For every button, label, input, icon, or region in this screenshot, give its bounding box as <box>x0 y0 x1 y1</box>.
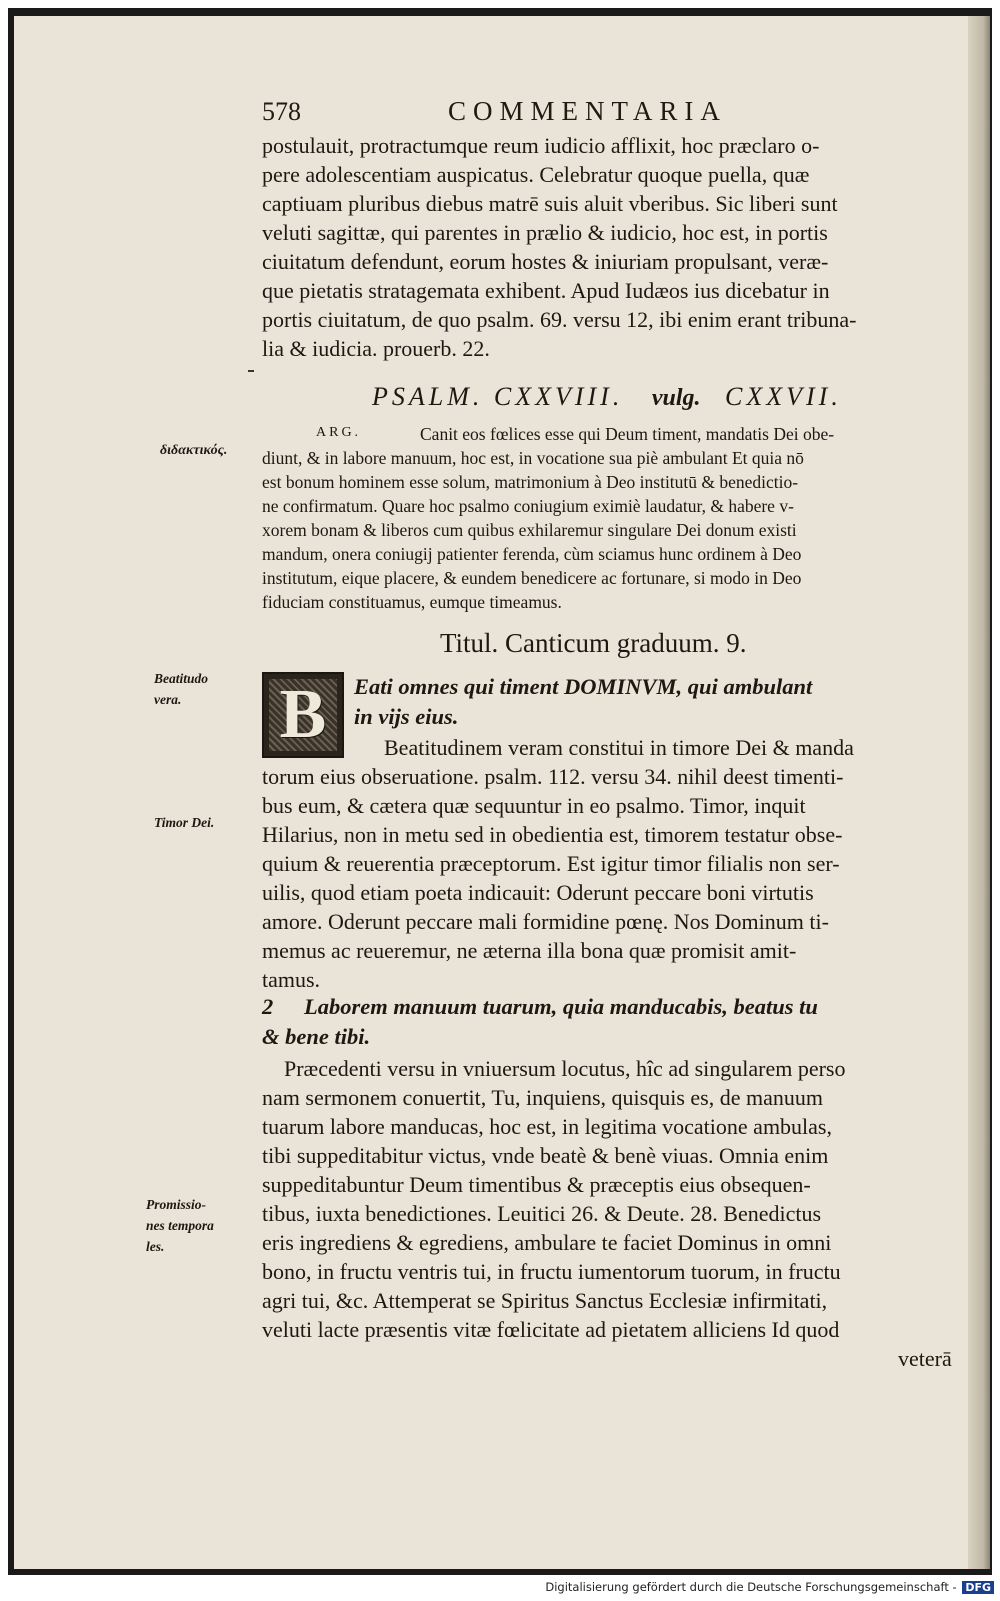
text-line: torum eius obseruatione. psalm. 112. versu 34. nihil deest timenti- <box>262 764 844 789</box>
running-title: COMMENTARIA <box>448 96 727 126</box>
margin-note-line: Promissio- <box>146 1197 207 1212</box>
text-line: eris ingrediens & egrediens, ambulare te faciet Dominus in omni <box>262 1230 832 1255</box>
margin-note-didaktikos: διδακτικός. <box>160 443 228 458</box>
verse-line: & bene tibi. <box>262 1024 371 1049</box>
argument-line: mandum, onera coniugij patienter ferenda, cùm sciamus hunc ordinem à Deo <box>262 544 802 564</box>
text-line: Præcedenti versu in vniuersum locutus, hîc ad singularem perso <box>284 1056 846 1081</box>
text-line: veluti sagittæ, qui parentes in prælio & iudicio, hoc est, in portis <box>262 220 828 245</box>
vulgate-number: CXXVII. <box>725 382 842 411</box>
text-line: memus ac reueremur, ne æterna illa bona quæ promisit amit- <box>262 938 797 963</box>
psalm-number: PSALM. CXXVIII. <box>372 382 624 411</box>
verse-line: Laborem manuum tuarum, quia manducabis, beatus tu <box>304 994 818 1019</box>
text-line: que pietatis stratagemata exhibent. Apud Iudæos ius dicebatur in <box>262 278 830 303</box>
text-line: agri tui, &c. Attemperat se Spiritus Sanctus Ecclesiæ infirmitati, <box>262 1288 828 1313</box>
text-line: portis ciuitatum, de quo psalm. 69. versu 12, ibi enim erant tribuna- <box>262 307 857 332</box>
margin-note-beatitudo <box>154 668 208 710</box>
ornament-dash <box>248 370 254 372</box>
text-line: tibi suppeditabitur victus, vnde beatè & benè viuas. Omnia enim <box>262 1143 829 1168</box>
text-line: pere adolescentiam auspicatus. Celebratur quoque puella, quæ <box>262 162 810 187</box>
dfg-logo: DFG <box>962 1581 994 1594</box>
argument-line: institutum, eique placere, & eundem benedicere ac fortunare, si modo in Deo <box>262 568 802 588</box>
credit-text: Digitalisierung gefördert durch die Deutsche Forschungsgemeinschaft - <box>545 1580 957 1594</box>
initial-letter: B <box>279 676 327 753</box>
digitization-credit <box>545 1580 994 1594</box>
text-line: tibus, iuxta benedictiones. Leuitici 26. & Deute. 28. Benedictus <box>262 1201 822 1226</box>
text-line: uilis, quod etiam poeta indicauit: Oderunt peccare boni virtutis <box>262 880 814 905</box>
text-line: tuarum labore manducas, hoc est, in legitima vocatione ambulas, <box>262 1114 832 1139</box>
argument-line: diunt, & in labore manuum, hoc est, in vocatione sua piè ambulant Et quia nō <box>262 448 804 468</box>
argument-line: est bonum hominem esse solum, matrimonium à Deo institutū & benedictio- <box>262 472 799 492</box>
psalm-heading <box>372 382 842 412</box>
text-line: bono, in fructu ventris tui, in fructu iumentorum tuorum, in fructu <box>262 1259 841 1284</box>
margin-note-line: les. <box>146 1239 165 1254</box>
initial-ornament <box>269 676 337 753</box>
text-line: amore. Oderunt peccare mali formidine pœnę. Nos Dominum ti- <box>262 909 829 934</box>
argument-line: Canit eos fœlices esse qui Deum timent, mandatis Dei obe- <box>420 424 835 444</box>
margin-note-line: nes tempora <box>146 1218 214 1233</box>
text-line: captiuam pluribus diebus matrē suis aluit vberibus. Sic liberi sunt <box>262 191 838 216</box>
catchword: veterā <box>898 1346 952 1371</box>
margin-note-line: Beatitudo <box>154 671 209 686</box>
margin-note-timor-dei: Timor Dei. <box>154 815 215 830</box>
page-edge <box>968 16 990 1569</box>
margin-note-promissiones <box>146 1194 214 1257</box>
text-line: suppeditabuntur Deum timentibus & præceptis eius obsequen- <box>262 1172 811 1197</box>
argument-label: ARG. <box>316 425 362 440</box>
margin-note-line: vera. <box>154 692 182 707</box>
text-line: postulauit, protractumque reum iudicio afflixit, hoc præclaro o- <box>262 133 820 158</box>
verse-line: Eati omnes qui timent DOMINVM, qui ambulant <box>354 674 813 699</box>
text-line: nam sermonem conuertit, Tu, inquiens, quisquis es, de manuum <box>262 1085 823 1110</box>
text-line: lia & iudicia. prouerb. 22. <box>262 336 490 361</box>
text-line: tamus. <box>262 967 321 992</box>
verse-line: in vijs eius. <box>354 704 459 729</box>
psalm-title: Titul. Canticum graduum. 9. <box>440 628 747 658</box>
text-line: quium & reuerentia præceptorum. Est igitur timor filialis non ser- <box>262 851 840 876</box>
page-number: 578 <box>262 97 301 126</box>
text-line: ciuitatum defendunt, eorum hostes & iniuriam propulsant, veræ- <box>262 249 829 274</box>
text-line: veluti lacte præsentis vitæ fœlicitate ad pietatem alliciens Id quod <box>262 1317 840 1342</box>
argument-line: xorem bonam & liberos cum quibus exhilaremur singulare Dei donum existi <box>262 520 797 540</box>
text-line: Hilarius, non in metu sed in obedientia est, timorem testatur obse- <box>262 822 843 847</box>
verse-number: 2 <box>262 994 274 1019</box>
decorated-initial <box>262 672 344 758</box>
text-line: Beatitudinem veram constitui in timore Dei & manda <box>384 735 854 760</box>
vulgate-label: vulg. <box>651 385 701 411</box>
text-line: bus eum, & cætera quæ sequuntur in eo psalmo. Timor, inquit <box>262 793 806 818</box>
argument-line: ne confirmatum. Quare hoc psalmo coniugium eximiè laudatur, & habere v- <box>262 496 794 516</box>
argument-line: fiduciam constituamus, eumque timeamus. <box>262 592 562 612</box>
